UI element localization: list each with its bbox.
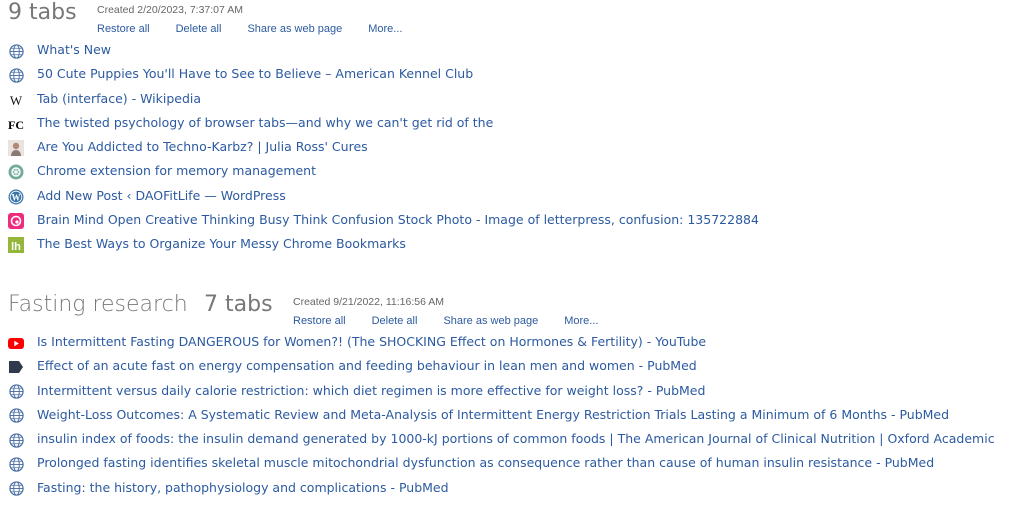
- group-tab-count: 7 tabs: [204, 292, 273, 317]
- tab-link[interactable]: Is Intermittent Fasting DANGEROUS for Women?! (The SHOCKING Effect on Hormones & Fertility) - YouTube: [37, 334, 707, 349]
- tab-link[interactable]: Intermittent versus daily calorie restriction: which diet regimen is more effective for weight loss? - PubMed: [37, 382, 706, 398]
- group-tab-count: 9 tabs: [8, 0, 77, 25]
- person-photo-icon: [8, 140, 24, 156]
- delete-all-button[interactable]: Delete all: [371, 315, 418, 327]
- restore-all-button[interactable]: Restore all: [97, 23, 150, 35]
- svg-text:W: W: [9, 92, 23, 108]
- tab-link[interactable]: Fasting: the history, pathophysiology and complications - PubMed: [37, 479, 449, 495]
- group-actions: [97, 19, 428, 37]
- tab-link[interactable]: What's New: [37, 42, 112, 57]
- tab-link[interactable]: Effect of an acute fast on energy compensation and feeding behaviour in lean men and women - PubMed: [37, 358, 697, 374]
- globe-icon: [8, 43, 24, 59]
- tab-link[interactable]: 50 Cute Puppies You'll Have to See to Believe – American Kennel Club: [37, 66, 474, 82]
- fastcompany-icon: [8, 116, 24, 132]
- tab-link[interactable]: Brain Mind Open Creative Thinking Busy Think Confusion Stock Photo - Image of letterpress, confusion: 135722884: [37, 212, 759, 228]
- tab-link[interactable]: Are You Addicted to Techno-Karbz? | Julia Ross' Cures: [37, 139, 368, 155]
- tab-link[interactable]: The twisted psychology of browser tabs—and why we can't get rid of the: [37, 114, 494, 130]
- more-button[interactable]: More...: [368, 23, 403, 35]
- restore-all-button[interactable]: Restore all: [293, 315, 346, 327]
- wikipedia-icon: [8, 92, 24, 108]
- tab-link[interactable]: Weight-Loss Outcomes: A Systematic Review and Meta-Analysis of Intermittent Energy Restriction Trials Lasting a Minimum of 6 Months - PubMed: [37, 406, 950, 422]
- tab-link[interactable]: Add New Post ‹ DAOFitLife — WordPress: [37, 187, 286, 203]
- delete-all-button[interactable]: Delete all: [175, 23, 222, 35]
- tab-link[interactable]: Prolonged fasting identifies skeletal muscle mitochondrial dysfunction as consequence rather than cause of human insulin resistance - PubMed: [37, 455, 935, 471]
- pubmed-icon: [8, 359, 24, 375]
- tab-link[interactable]: The Best Ways to Organize Your Messy Chrome Bookmarks: [37, 236, 406, 252]
- group-title[interactable]: Fasting research: [8, 292, 188, 317]
- tab-link[interactable]: Tab (interface) - Wikipedia: [37, 90, 202, 106]
- openai-icon: [8, 164, 24, 180]
- globe-icon: [8, 67, 24, 83]
- group-created-date: Created 9/21/2022, 11:16:56 AM: [293, 296, 444, 308]
- youtube-icon: [8, 335, 24, 351]
- globe-icon: [8, 408, 24, 424]
- globe-icon: [8, 432, 24, 448]
- globe-icon: [8, 481, 24, 497]
- wordpress-icon: [8, 189, 24, 205]
- share-web-page-button[interactable]: Share as web page: [443, 315, 539, 327]
- svg-text:lh: lh: [11, 241, 21, 254]
- lifehacker-icon: [8, 237, 24, 253]
- tab-link[interactable]: Chrome extension for memory management: [37, 163, 317, 179]
- group-actions: [293, 311, 624, 329]
- tab-link[interactable]: insulin index of foods: the insulin demand generated by 1000-kJ portions of common foods | The American Journal of Clinical Nutrition | Oxford Academic: [37, 431, 995, 447]
- group-created-date: Created 2/20/2023, 7:37:07 AM: [97, 4, 243, 16]
- globe-icon: [8, 384, 24, 400]
- share-web-page-button[interactable]: Share as web page: [247, 23, 343, 35]
- more-button[interactable]: More...: [564, 315, 599, 327]
- svg-text:FC: FC: [8, 117, 24, 132]
- svg-text:W: W: [11, 192, 21, 203]
- dreamstime-icon: [8, 213, 24, 229]
- globe-icon: [8, 456, 24, 472]
